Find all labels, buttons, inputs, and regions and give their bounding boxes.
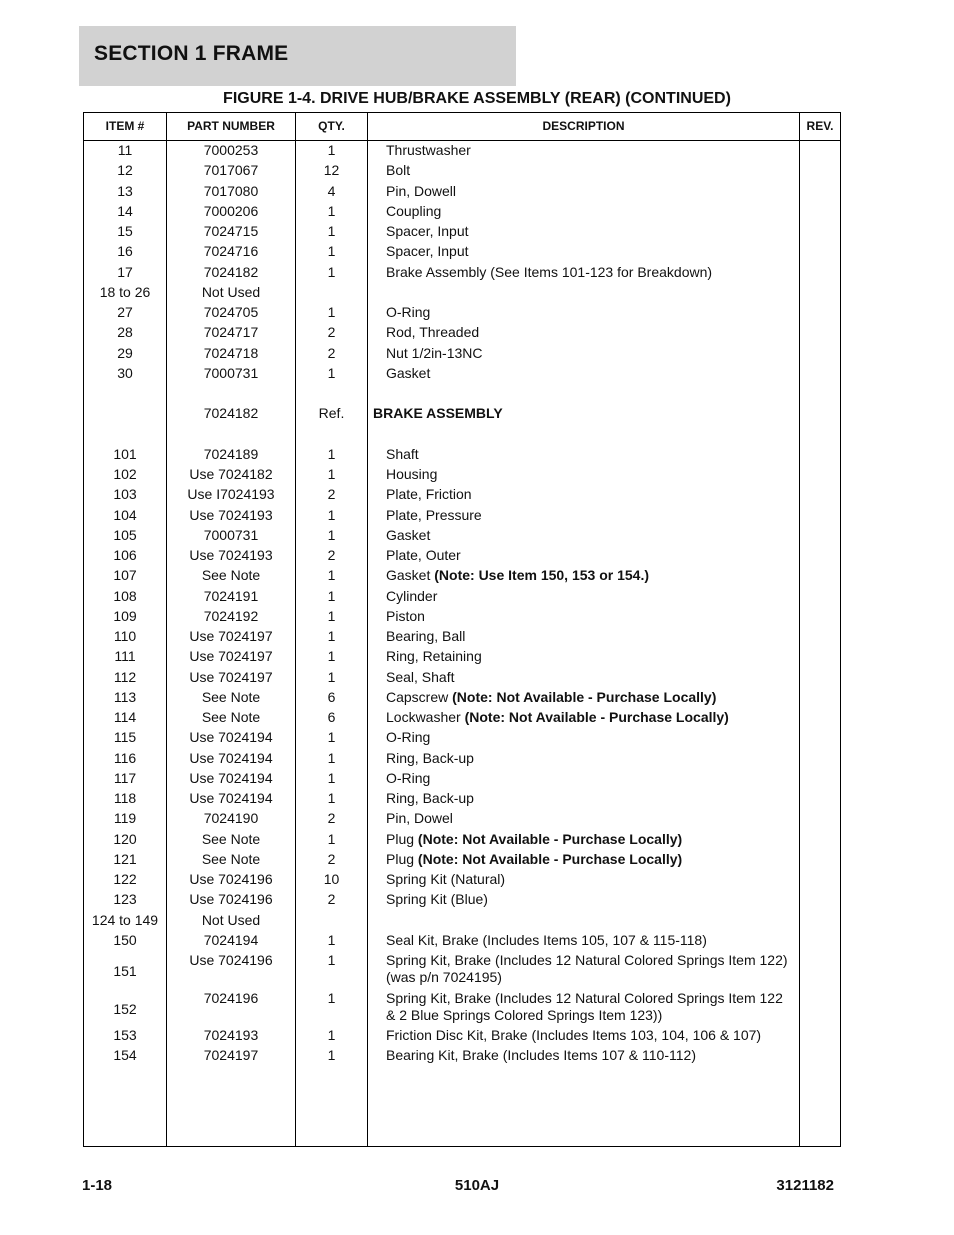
item-number: 18 to 26 <box>99 283 151 300</box>
part-number: 7024196 <box>203 989 259 1006</box>
quantity: 1 <box>327 445 336 462</box>
table-row <box>84 527 840 547</box>
part-number: 7024717 <box>203 324 259 341</box>
part-number: See Note <box>201 709 261 725</box>
item-number: 154 <box>113 1047 137 1064</box>
description <box>386 709 796 726</box>
description <box>386 345 796 362</box>
page-number: 1-18 <box>82 1177 113 1194</box>
part-number: 7024718 <box>203 344 259 361</box>
item-number: 121 <box>113 850 137 867</box>
item-number: 117 <box>113 769 137 786</box>
description <box>386 527 796 544</box>
table-spacer-row <box>84 385 840 405</box>
description <box>386 1047 796 1064</box>
part-number: 7024716 <box>203 243 259 260</box>
quantity: 1 <box>327 506 336 523</box>
description-text: Ring, Back-up <box>386 749 474 766</box>
quantity: 1 <box>327 830 336 847</box>
table-row <box>84 912 840 932</box>
table-row <box>84 990 840 1028</box>
part-number: See Note <box>201 567 261 584</box>
table-row <box>84 162 840 182</box>
description <box>386 365 796 382</box>
description <box>386 547 796 564</box>
description-text: Spring Kit (Natural) <box>386 871 506 887</box>
description <box>373 405 783 422</box>
description-text: Seal Kit, Brake (Includes Items 105, 107 & 115-118) <box>386 931 707 948</box>
description-text: Lockwasher <box>386 709 465 725</box>
part-number: 7024192 <box>203 607 259 624</box>
part-number: Use 7024197 <box>189 668 273 685</box>
description <box>386 446 796 463</box>
table-row <box>84 547 840 567</box>
part-number: 7017080 <box>203 182 259 199</box>
item-number: 13 <box>117 182 133 199</box>
quantity: 10 <box>323 871 340 887</box>
table-row <box>84 405 840 425</box>
description-text: Bearing, Ball <box>386 628 466 644</box>
quantity: 1 <box>327 466 336 482</box>
part-number: Use 7024194 <box>189 790 273 806</box>
description-text: Housing <box>386 466 438 482</box>
part-number: Use I7024193 <box>187 486 275 503</box>
part-number: 7000731 <box>203 364 259 381</box>
table-row <box>84 851 840 871</box>
description-text: Brake Assembly (See Items 101-123 for Breakdown) <box>386 263 713 280</box>
description-text: Ring, Retaining <box>386 648 482 665</box>
header-part-number: PART NUMBER <box>187 119 275 133</box>
table-row <box>84 1047 840 1067</box>
table-row <box>84 203 840 223</box>
description-note: (Note: Not Available - Purchase Locally) <box>417 850 683 867</box>
item-number: 27 <box>117 304 133 320</box>
description <box>386 1027 796 1044</box>
description-text: Spring Kit, Brake (Includes 12 Natural Colored Springs Item 122) (was p/n 7024195) <box>386 952 788 985</box>
part-number: See Note <box>201 688 261 705</box>
item-number: 107 <box>113 567 137 584</box>
quantity: 1 <box>327 648 336 665</box>
part-number: Use 7024194 <box>189 749 273 766</box>
table-row <box>84 446 840 466</box>
item-number: 122 <box>113 871 137 887</box>
table-row <box>84 466 840 486</box>
description-text: Bolt <box>386 162 411 179</box>
quantity: 2 <box>327 486 336 503</box>
table-row <box>84 750 840 770</box>
quantity: 1 <box>327 989 336 1006</box>
description <box>386 932 796 949</box>
item-number: 101 <box>113 445 137 462</box>
quantity: 1 <box>327 607 336 624</box>
table-row <box>84 588 840 608</box>
description <box>386 689 796 706</box>
description <box>386 750 796 767</box>
quantity: 1 <box>327 243 336 260</box>
table-body <box>84 142 840 1068</box>
parts-table <box>83 112 841 1147</box>
part-number: 7024715 <box>203 223 259 239</box>
part-number: 7024705 <box>203 304 259 320</box>
table-row <box>84 871 840 891</box>
item-number: 29 <box>117 344 133 361</box>
quantity: 1 <box>327 668 336 685</box>
description <box>386 203 796 220</box>
quantity: 6 <box>327 709 336 725</box>
description-text: Shaft <box>386 445 419 462</box>
quantity: 1 <box>327 1027 336 1043</box>
item-number: 112 <box>113 668 137 685</box>
quantity: 2 <box>327 324 336 341</box>
description-note: (Note: Use Item 150, 153 or 154.) <box>434 567 650 584</box>
quantity: 1 <box>327 263 336 280</box>
quantity: 2 <box>327 891 336 908</box>
description-text: O-Ring <box>386 769 431 786</box>
description <box>386 588 796 605</box>
table-row <box>84 365 840 385</box>
quantity: 2 <box>327 547 336 563</box>
description <box>386 729 796 746</box>
description <box>386 952 796 986</box>
item-number: 111 <box>114 648 136 665</box>
quantity: 1 <box>327 587 336 604</box>
quantity: 2 <box>327 810 336 827</box>
part-number: 7024191 <box>203 587 259 604</box>
description-text: Gasket <box>386 364 431 381</box>
item-number: 109 <box>113 607 137 624</box>
part-number: 7017067 <box>203 162 259 179</box>
quantity: 12 <box>323 162 340 179</box>
table-row <box>84 669 840 689</box>
description <box>386 669 796 686</box>
description <box>386 851 796 868</box>
part-number: Use 7024193 <box>189 506 273 523</box>
description <box>386 648 796 665</box>
description <box>386 466 796 483</box>
item-number: 103 <box>113 486 137 503</box>
part-number: See Note <box>201 830 261 847</box>
quantity: 1 <box>327 567 336 584</box>
part-number: Not Used <box>201 283 261 300</box>
header-description: DESCRIPTION <box>542 119 625 133</box>
table-row <box>84 608 840 628</box>
table-spacer-row <box>84 426 840 446</box>
item-number: 119 <box>113 810 137 827</box>
description <box>386 990 796 1024</box>
part-number: 7024197 <box>203 1047 259 1064</box>
document-number: 3121182 <box>776 1177 834 1194</box>
description-text: Cylinder <box>386 587 438 604</box>
part-number: See Note <box>201 850 261 867</box>
section-title: SECTION 1 FRAME <box>94 42 289 65</box>
description <box>386 810 796 827</box>
part-number: Use 7024194 <box>189 769 273 786</box>
description-text: Ring, Back-up <box>386 790 474 806</box>
header-rev: REV. <box>806 119 834 133</box>
description-text: O-Ring <box>386 304 431 320</box>
item-number: 118 <box>113 790 137 806</box>
description-text: Pin, Dowel <box>386 810 453 827</box>
description-text: Gasket <box>386 567 435 584</box>
description-note: (Note: Not Available - Purchase Locally) <box>464 709 729 725</box>
description-text: Plug <box>386 830 418 847</box>
table-row <box>84 507 840 527</box>
description <box>386 891 796 908</box>
item-number: 105 <box>113 526 137 543</box>
table-row <box>84 284 840 304</box>
quantity: 1 <box>327 526 336 543</box>
description-text: Spring Kit (Blue) <box>386 891 488 908</box>
quantity: 1 <box>327 790 336 806</box>
item-number: 115 <box>113 729 137 746</box>
quantity: 1 <box>327 749 336 766</box>
description-text: Spacer, Input <box>386 223 469 239</box>
description <box>386 243 796 260</box>
table-row <box>84 648 840 668</box>
description <box>386 304 796 321</box>
description-note: (Note: Not Available - Purchase Locally) <box>417 830 683 847</box>
description <box>386 831 796 848</box>
item-number: 151 <box>113 963 137 979</box>
quantity: 1 <box>327 628 336 644</box>
part-number: 7024193 <box>203 1027 259 1043</box>
table-row <box>84 183 840 203</box>
table-row <box>84 628 840 648</box>
description-text: Piston <box>386 607 425 624</box>
quantity: 1 <box>327 1047 336 1064</box>
description-text: Pin, Dowell <box>386 182 457 199</box>
table-row <box>84 932 840 952</box>
part-number: 7000206 <box>203 202 259 219</box>
table-row <box>84 831 840 851</box>
description <box>386 567 796 584</box>
quantity: 1 <box>327 769 336 786</box>
description-text: Spring Kit, Brake (Includes 12 Natural Colored Springs Item 122 & 2 Blue Springs Colored Springs Item 123)) <box>386 989 783 1023</box>
table-row <box>84 486 840 506</box>
description-text: Plate, Friction <box>386 486 472 503</box>
description <box>386 324 796 341</box>
table-row <box>84 709 840 729</box>
item-number: 123 <box>113 891 137 908</box>
item-number: 150 <box>113 931 137 948</box>
item-number: 14 <box>117 202 133 219</box>
item-number: 110 <box>113 628 137 644</box>
section-header-band <box>79 26 516 86</box>
model-name: 510AJ <box>454 1177 500 1194</box>
part-number: 7000731 <box>203 526 259 543</box>
part-number: 7000253 <box>203 142 259 158</box>
description-text: Gasket <box>386 526 431 543</box>
description <box>386 142 796 159</box>
item-number: 11 <box>117 142 133 158</box>
item-number: 120 <box>113 830 137 847</box>
description <box>386 264 796 281</box>
quantity: 1 <box>327 931 336 948</box>
header-item: ITEM # <box>105 119 145 133</box>
description-text: Nut 1/2in-13NC <box>386 344 483 361</box>
description <box>386 183 796 200</box>
table-row <box>84 567 840 587</box>
item-number: 30 <box>117 364 133 381</box>
part-number: 7024194 <box>203 931 259 948</box>
item-number: 124 to 149 <box>91 911 159 928</box>
quantity: 1 <box>327 304 336 320</box>
part-number: Use 7024194 <box>189 729 273 746</box>
part-number: Use 7024197 <box>189 628 273 644</box>
table-row <box>84 790 840 810</box>
item-number: 102 <box>113 466 137 482</box>
quantity: 6 <box>327 688 336 705</box>
description <box>386 871 796 888</box>
part-number: Use 7024197 <box>189 648 273 665</box>
part-number: 7024189 <box>203 445 259 462</box>
description-text: Plug <box>386 850 418 867</box>
table-row <box>84 223 840 243</box>
table-row <box>84 770 840 790</box>
description-text: Capscrew <box>386 688 453 705</box>
quantity: 1 <box>327 952 336 968</box>
part-number: 7024182 <box>203 405 259 422</box>
quantity: 1 <box>327 729 336 746</box>
header-divider <box>84 140 840 141</box>
part-number: Use 7024193 <box>189 547 273 563</box>
item-number: 153 <box>113 1027 137 1043</box>
item-number: 12 <box>117 162 133 179</box>
item-number: 104 <box>113 506 137 523</box>
description <box>386 507 796 524</box>
part-number: Use 7024196 <box>189 891 273 908</box>
table-row <box>84 345 840 365</box>
item-number: 114 <box>113 709 137 725</box>
table-row <box>84 689 840 709</box>
item-number: 15 <box>117 223 133 239</box>
quantity: 2 <box>327 850 336 867</box>
quantity: 1 <box>327 202 336 219</box>
quantity: 1 <box>327 142 336 158</box>
part-number: Use 7024182 <box>189 466 273 482</box>
item-number: 28 <box>117 324 133 341</box>
part-number: Not Used <box>201 911 261 928</box>
part-number: 7024182 <box>203 263 259 280</box>
description <box>386 608 796 625</box>
part-number: Use 7024196 <box>189 871 273 887</box>
table-row <box>84 810 840 830</box>
quantity: 4 <box>327 182 336 199</box>
quantity: 1 <box>327 364 336 381</box>
description-text: BRAKE ASSEMBLY <box>373 405 503 422</box>
description-text: Plate, Outer <box>386 547 461 563</box>
description <box>386 770 796 787</box>
table-row <box>84 729 840 749</box>
description-text: Rod, Threaded <box>386 324 480 341</box>
description <box>386 486 796 503</box>
description-text: Friction Disc Kit, Brake (Includes Items 103, 104, 106 & 107) <box>386 1027 762 1043</box>
description-text: Seal, Shaft <box>386 668 455 685</box>
table-row <box>84 952 840 990</box>
quantity: Ref. <box>318 405 345 422</box>
table-row <box>84 1027 840 1047</box>
description-text: Bearing Kit, Brake (Includes Items 107 & 110-112) <box>386 1047 696 1064</box>
description <box>386 223 796 240</box>
item-number: 106 <box>113 547 137 563</box>
part-number: 7024190 <box>203 810 259 827</box>
description-text: O-Ring <box>386 729 431 746</box>
description-text: Thrustwasher <box>386 142 471 158</box>
item-number: 16 <box>117 243 133 260</box>
quantity: 2 <box>327 344 336 361</box>
header-qty: QTY. <box>318 119 345 133</box>
part-number: Use 7024196 <box>189 952 273 968</box>
table-row <box>84 891 840 911</box>
figure-title: FIGURE 1-4. DRIVE HUB/BRAKE ASSEMBLY (REAR) (CONTINUED) <box>223 90 731 107</box>
table-row <box>84 304 840 324</box>
table-row <box>84 142 840 162</box>
description-note: (Note: Not Available - Purchase Locally) <box>452 688 717 705</box>
description-text: Plate, Pressure <box>386 506 482 523</box>
description <box>386 628 796 645</box>
item-number: 17 <box>117 263 133 280</box>
table-row <box>84 243 840 263</box>
table-row <box>84 324 840 344</box>
item-number: 152 <box>113 1000 137 1017</box>
item-number: 116 <box>113 749 137 766</box>
description-text: Coupling <box>386 202 442 219</box>
description <box>386 790 796 807</box>
item-number: 113 <box>113 688 137 705</box>
description-text: Spacer, Input <box>386 243 469 260</box>
item-number: 108 <box>113 587 137 604</box>
description <box>386 162 796 179</box>
quantity: 1 <box>327 223 336 239</box>
table-row <box>84 264 840 284</box>
